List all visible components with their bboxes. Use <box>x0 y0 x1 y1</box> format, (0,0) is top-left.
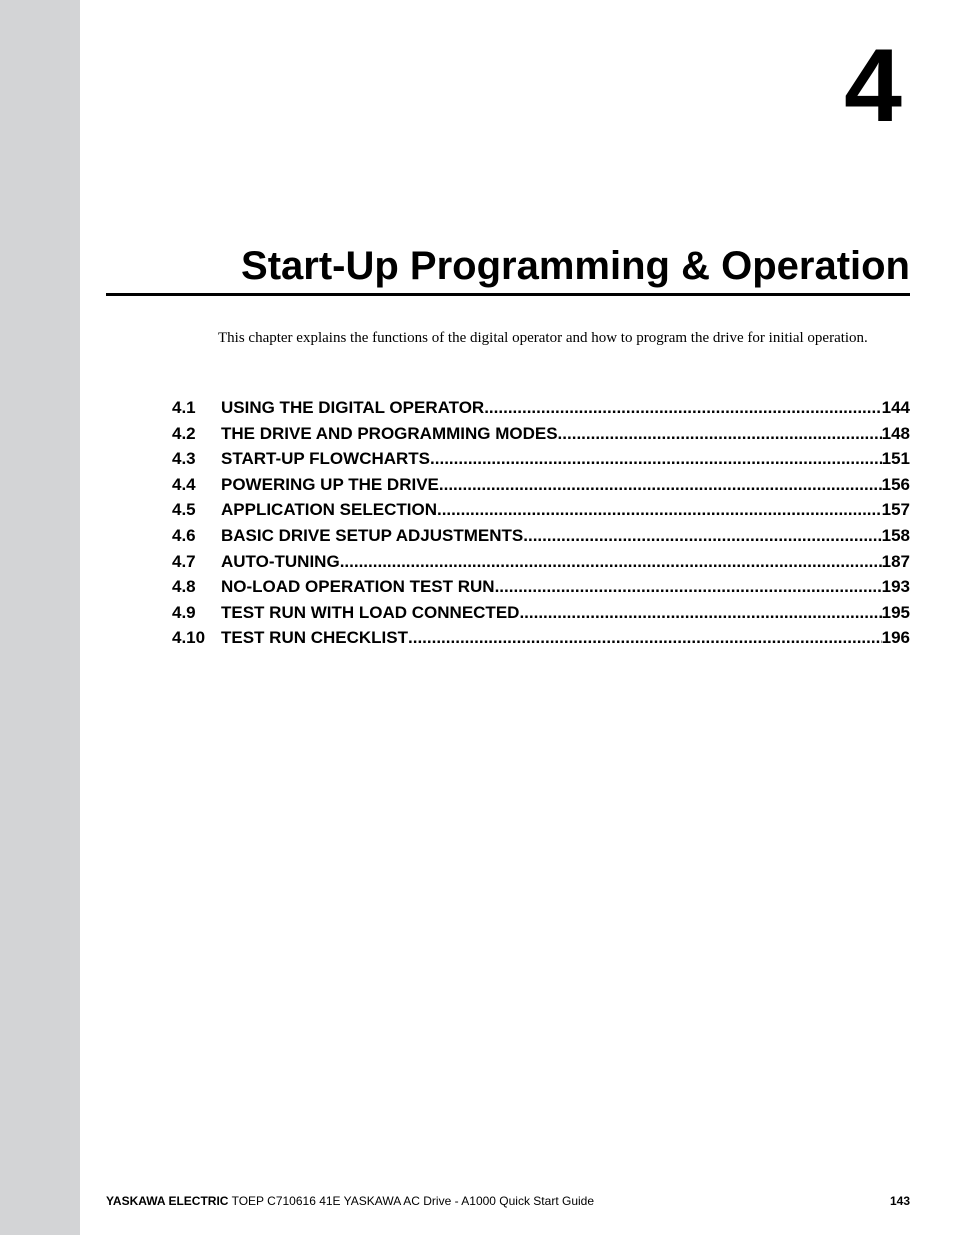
toc-entry-number: 4.9 <box>172 602 196 622</box>
toc-entry-page: 187 <box>881 551 910 571</box>
toc-entry[interactable] <box>172 526 910 552</box>
toc-dot-leader <box>519 603 881 623</box>
toc-entry-page: 148 <box>881 423 910 443</box>
toc-entry-page: 193 <box>881 577 910 597</box>
toc-entry-number: 4.6 <box>172 525 196 545</box>
toc-entry[interactable] <box>172 628 910 654</box>
toc-entry-number: 4.10 <box>172 628 206 648</box>
toc-entry[interactable] <box>172 475 910 501</box>
toc-entry-title: BASIC DRIVE SETUP ADJUSTMENTS <box>221 525 524 545</box>
toc-entry-page: 157 <box>881 500 910 520</box>
toc-entry-number: 4.1 <box>172 398 196 417</box>
toc-entry-page: 151 <box>881 449 910 469</box>
toc-entry-page: 158 <box>881 525 910 545</box>
toc-entry[interactable] <box>172 398 910 424</box>
toc-entry[interactable] <box>172 552 910 578</box>
toc-entry[interactable] <box>172 603 910 629</box>
toc-entry-page: 195 <box>881 602 910 622</box>
toc-entry-title: APPLICATION SELECTION <box>221 500 437 520</box>
toc-entry-number: 4.3 <box>172 449 196 469</box>
toc-entry-number: 4.4 <box>172 474 196 494</box>
toc-dot-leader <box>558 424 882 444</box>
toc-dot-leader <box>408 628 882 648</box>
toc-entry-number: 4.5 <box>172 500 196 520</box>
chapter-number: 4 <box>844 28 902 144</box>
toc-dot-leader <box>430 449 882 469</box>
toc-entry-title: POWERING UP THE DRIVE <box>221 474 439 494</box>
toc-entry[interactable] <box>172 449 910 475</box>
toc-entry[interactable] <box>172 500 910 526</box>
toc-entry-title: USING THE DIGITAL OPERATOR <box>221 398 485 417</box>
page-footer <box>106 1194 910 1208</box>
toc-entry-title: THE DRIVE AND PROGRAMMING MODES <box>221 423 558 443</box>
footer-brand: YASKAWA ELECTRIC <box>106 1194 229 1208</box>
footer-document-title: TOEP C710616 41E YASKAWA AC Drive - A1000 Quick Start Guide <box>231 1194 595 1208</box>
toc-dot-leader <box>523 526 881 546</box>
toc-entry-title: AUTO-TUNING <box>221 551 340 571</box>
toc-entry-title: TEST RUN WITH LOAD CONNECTED <box>221 602 520 622</box>
footer-page-number: 143 <box>889 1194 910 1208</box>
toc-dot-leader <box>484 398 881 418</box>
toc-entry-page: 156 <box>881 474 910 494</box>
side-margin-band <box>0 0 80 1235</box>
toc-dot-leader <box>340 552 882 572</box>
title-rule <box>106 293 910 296</box>
table-of-contents <box>172 398 910 654</box>
toc-entry[interactable] <box>172 424 910 450</box>
toc-entry-page: 196 <box>881 628 910 648</box>
toc-entry-page: 144 <box>881 398 910 417</box>
toc-entry-title: TEST RUN CHECKLIST <box>221 628 408 648</box>
footer-document-line <box>106 1194 594 1208</box>
toc-dot-leader <box>439 475 882 495</box>
chapter-title: Start-Up Programming & Operation <box>241 244 910 288</box>
toc-entry-number: 4.2 <box>172 423 196 443</box>
toc-entry-number: 4.7 <box>172 551 196 571</box>
toc-dot-leader <box>495 577 882 597</box>
chapter-intro: This chapter explains the functions of the digital operator and how to program the drive for initial operation. <box>218 330 868 346</box>
toc-entry-title: NO-LOAD OPERATION TEST RUN <box>221 577 495 597</box>
toc-entry[interactable] <box>172 577 910 603</box>
toc-entry-number: 4.8 <box>172 577 196 597</box>
toc-dot-leader <box>437 500 882 520</box>
toc-entry-title: START-UP FLOWCHARTS <box>221 449 431 469</box>
